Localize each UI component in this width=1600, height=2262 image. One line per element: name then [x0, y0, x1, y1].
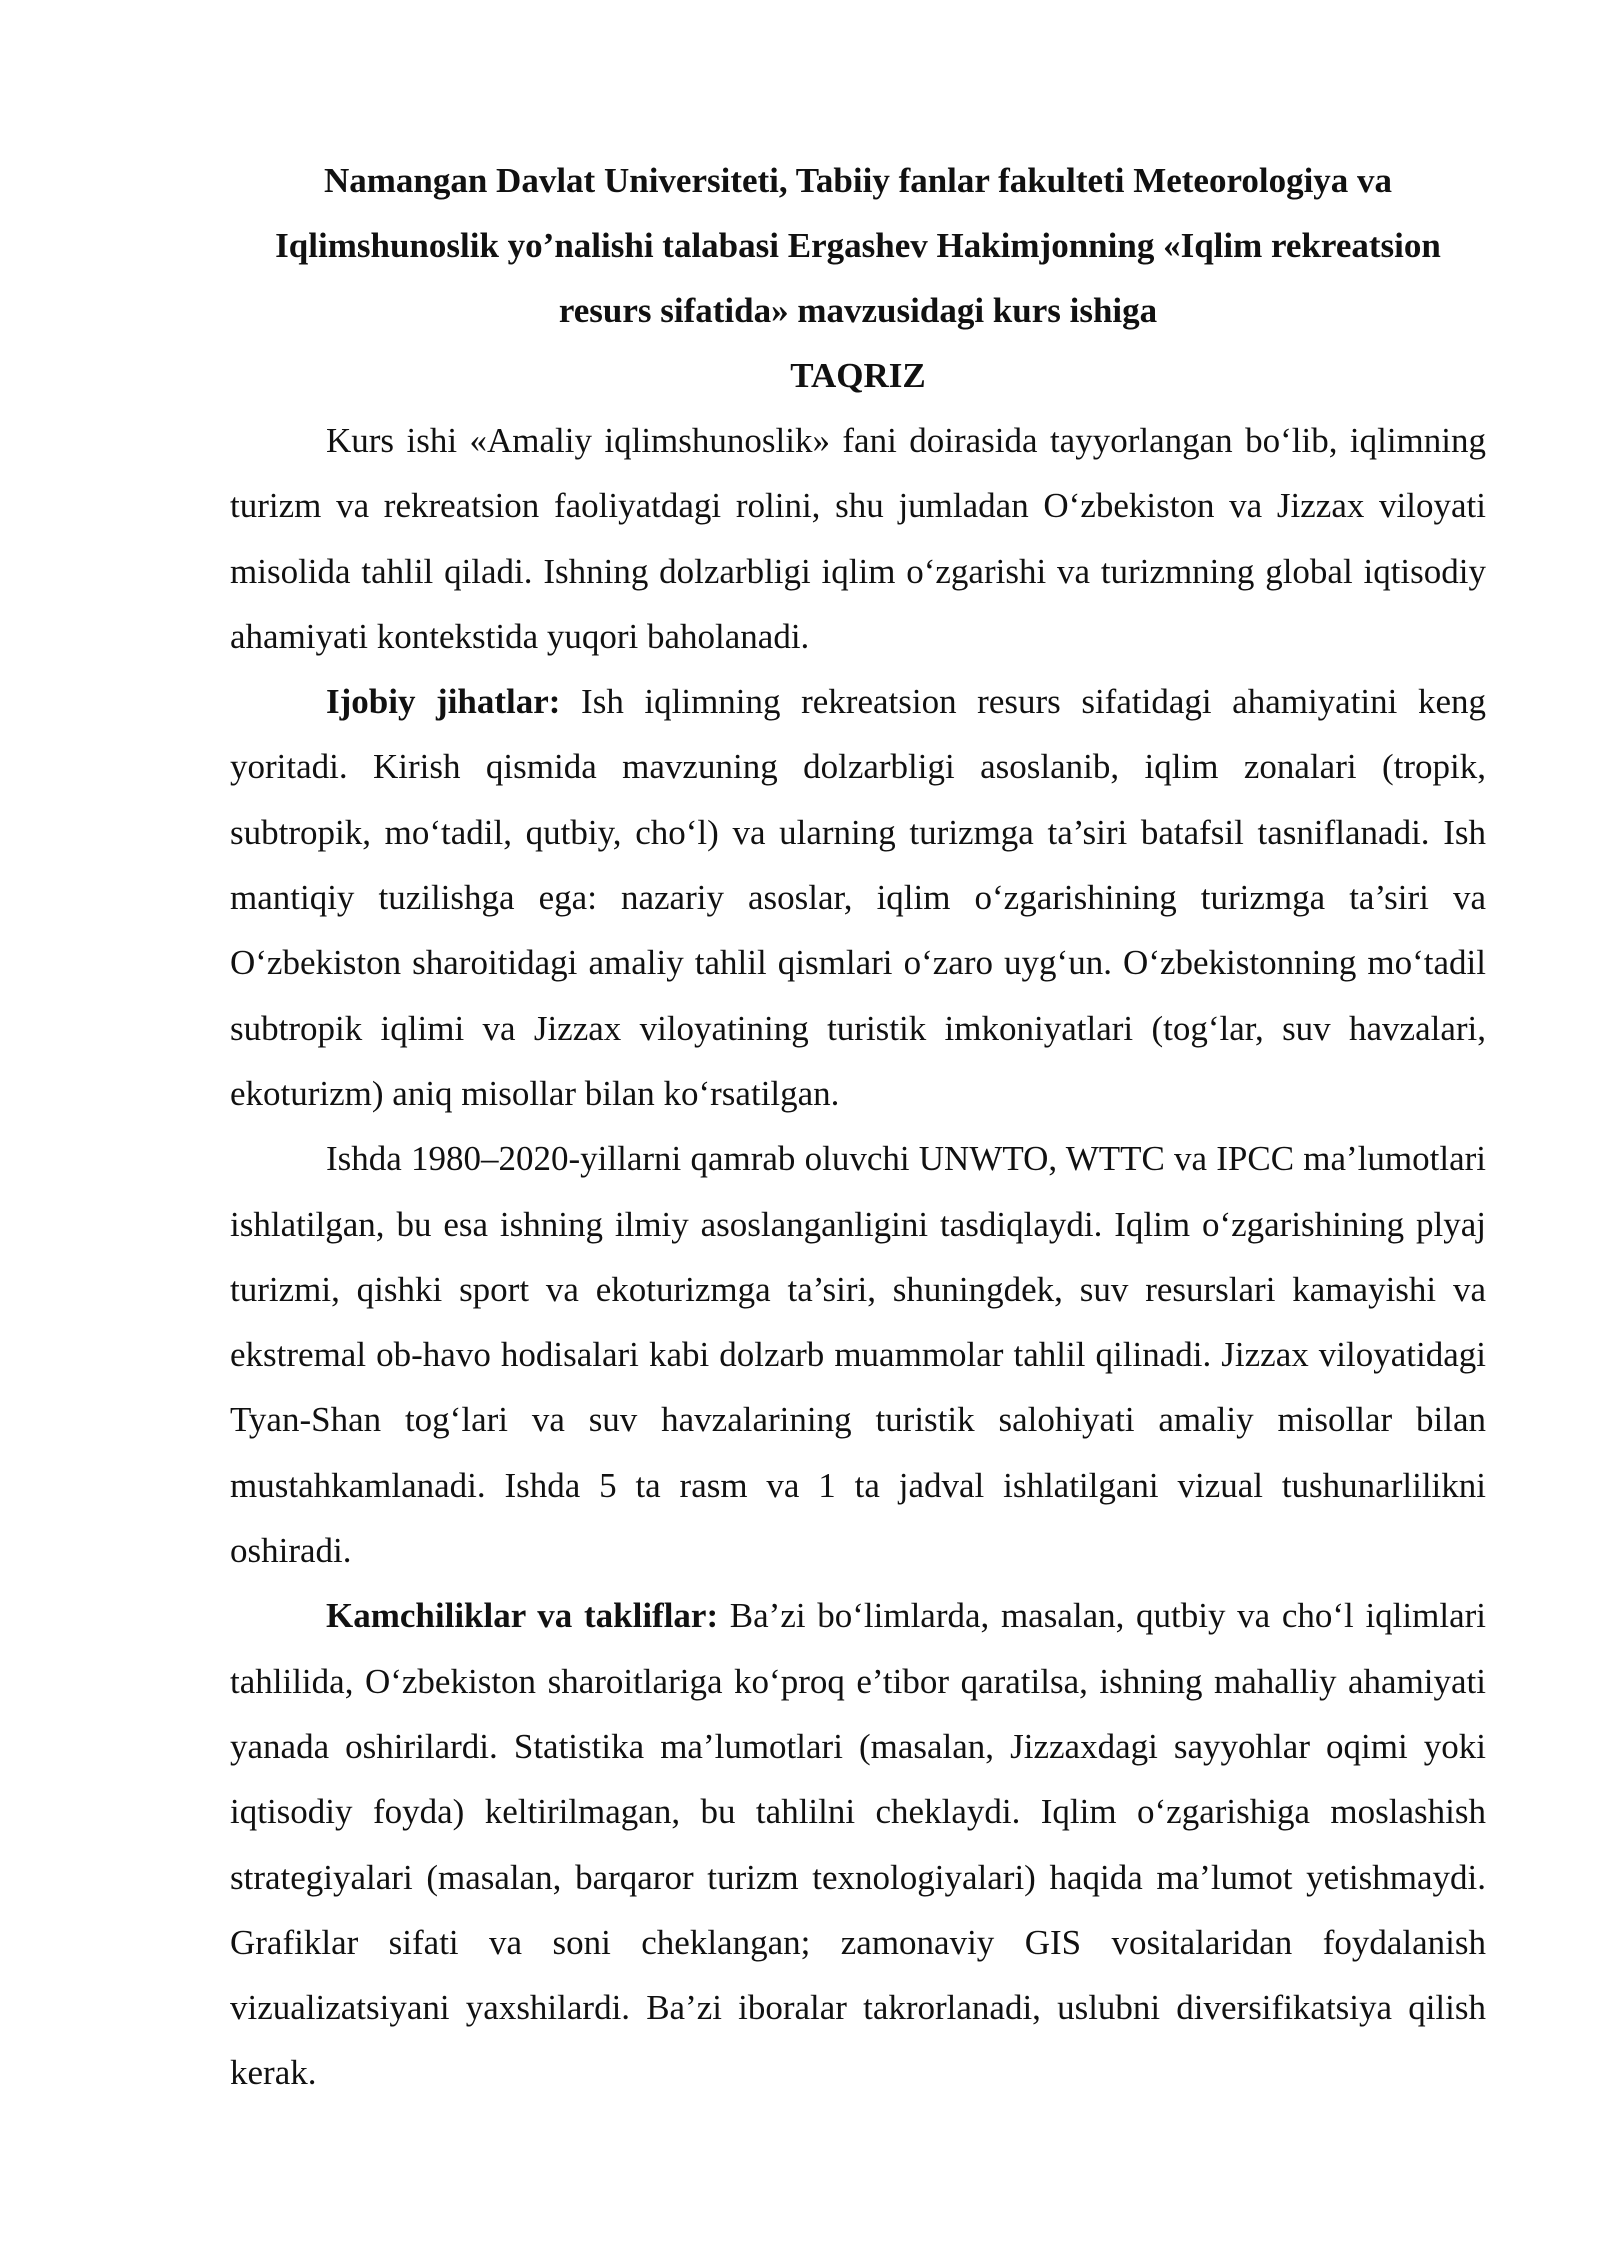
- positive-label: Ijobiy jihatlar:: [326, 682, 561, 722]
- shortcomings-label: Kamchiliklar va takliflar:: [326, 1596, 719, 1636]
- document-heading: Namangan Davlat Universiteti, Tabiiy fanlar fakulteti Meteorologiya va Iqlimshunoslik yo’nalishi talabasi Ergashev Hakimjonning «Iqlim rekreatsion resurs sifatida» mavzusidagi kurs ishiga: [275, 161, 1441, 330]
- shortcomings-text: Ba’zi bo‘limlarda, masalan, qutbiy va cho‘l iqlimlari tahlilida, O‘zbekiston sharoitlariga ko‘proq e’tibor qaratilsa, ishning mahalliy ahamiyati yanada oshirilardi. Statistika ma’lumotlari (masalan, Jizzaxdagi sayyohlar oqimi yoki iqtisodiy foyda) keltirilmagan, bu tahlilni cheklaydi. Iqlim o‘zgarishiga moslashish strategiyalari (masalan, barqaror turizm texnologiyalari) haqida ma’lumot yetishmaydi. Grafiklar sifati va soni cheklangan; zamonaviy GIS vositalaridan foydalanish vizualizatsiyani yaxshilardi. Ba’zi iboralar takrorlanadi, uslubni diversifikatsiya qilish kerak.: [230, 1596, 1486, 2093]
- positive-text: Ish iqlimning rekreatsion resurs sifatidagi ahamiyatini keng yoritadi. Kirish qismida mavzuning dolzarbligi asoslanib, iqlim zonalari (tropik, subtropik, mo‘tadil, qutbiy, cho‘l) va ularning turizmga ta’siri batafsil tasniflanadi. Ish mantiqiy tuzilishga ega: nazariy asoslar, iqlim o‘zgarishining turizmga ta’siri va O‘zbekiston sharoitidagi amaliy tahlil qismlari o‘zaro uyg‘un. O‘zbekistonning mo‘tadil subtropik iqlimi va Jizzax viloyatining turistik imkoniyatlari (tog‘lar, suv havzalari, ekoturizm) aniq misollar bilan ko‘rsatilgan.: [230, 682, 1486, 1113]
- paragraph-sources: Ishda 1980–2020-yillarni qamrab oluvchi UNWTO, WTTC va IPCC ma’lumotlari ishlatilgan, bu esa ishning ilmiy asoslanganligini tasdiqlaydi. Iqlim o‘zgarishining plyaj turizmi, qishki sport va ekoturizmga ta’siri, shuningdek, suv resurslari kamayishi va ekstremal ob-havo hodisalari kabi dolzarb muammolar tahlil qilinadi. Jizzax viloyatidagi Tyan-Shan tog‘lari va suv havzalarining turistik salohiyati amaliy misollar bilan mustahkamlanadi. Ishda 5 ta rasm va 1 ta jadval ishlatilgani vizual tushunarlilikni oshiradi.: [230, 1139, 1486, 1571]
- document-title: TAQRIZ: [790, 356, 926, 395]
- document-body: [230, 148, 1486, 2106]
- paragraph-positive: [230, 669, 1486, 1126]
- paragraph-shortcomings: [230, 1583, 1486, 2105]
- paragraph-intro: Kurs ishi «Amaliy iqlimshunoslik» fani doirasida tayyorlangan bo‘lib, iqlimning turizm va rekreatsion faoliyatdagi rolini, shu jumladan O‘zbekiston va Jizzax viloyati misolida tahlil qiladi. Ishning dolzarbligi iqlim o‘zgarishi va turizmning global iqtisodiy ahamiyati kontekstida yuqori baholanadi.: [230, 421, 1486, 656]
